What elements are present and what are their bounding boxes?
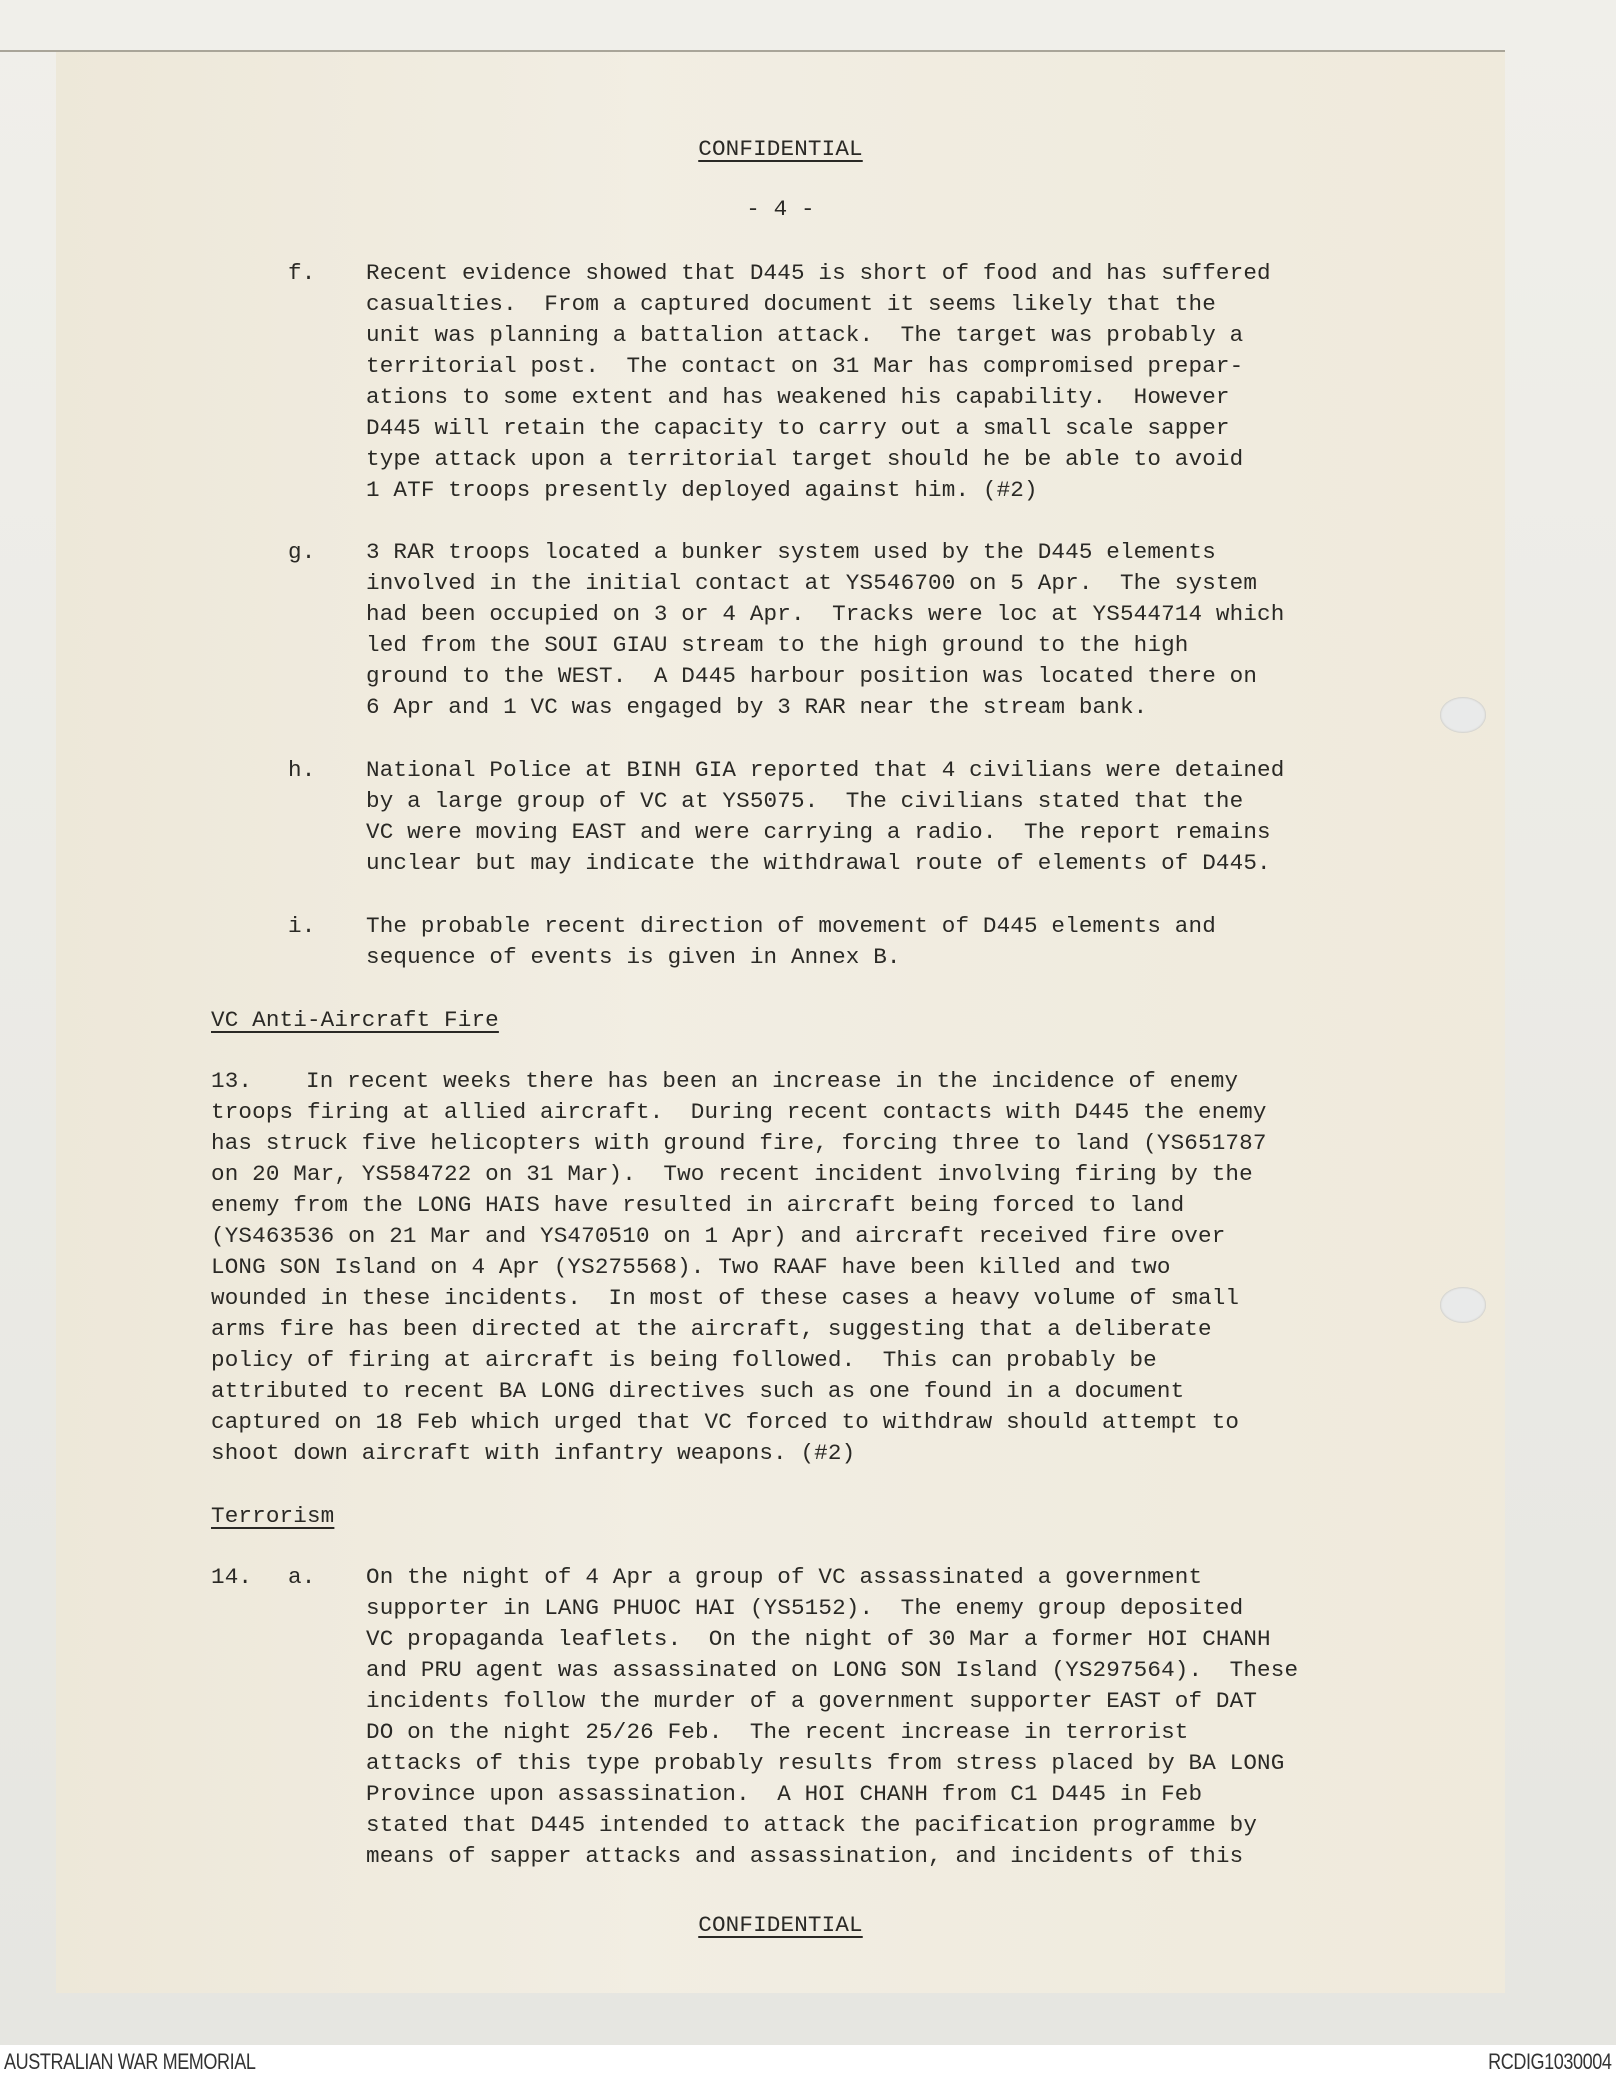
- text-line: 1 ATF troops presently deployed against him. (#2): [366, 477, 1038, 503]
- text-line: VC propaganda leaflets. On the night of 30 Mar a former HOI CHANH: [366, 1626, 1271, 1652]
- text-line: 6 Apr and 1 VC was engaged by 3 RAR near the stream bank.: [366, 694, 1148, 720]
- text-line: supporter in LANG PHUOC HAI (YS5152). The enemy group deposited: [366, 1595, 1244, 1621]
- section-heading-anti-aircraft: VC Anti-Aircraft Fire: [211, 1007, 499, 1033]
- text-line: troops firing at allied aircraft. During recent contacts with D445 the enemy: [211, 1099, 1267, 1125]
- text-line: has struck five helicopters with ground fire, forcing three to land (YS651787: [211, 1130, 1267, 1156]
- text-line: On the night of 4 Apr a group of VC assassinated a government: [366, 1564, 1203, 1590]
- text-line: by a large group of VC at YS5075. The civilians stated that the: [366, 788, 1244, 814]
- text-line: policy of firing at aircraft is being followed. This can probably be: [211, 1347, 1157, 1373]
- document-page: [56, 52, 1505, 1993]
- text-line: unclear but may indicate the withdrawal route of elements of D445.: [366, 850, 1271, 876]
- text-line: unit was planning a battalion attack. The target was probably a: [366, 322, 1244, 348]
- text-line: captured on 18 Feb which urged that VC forced to withdraw should attempt to: [211, 1409, 1240, 1435]
- text-line: had been occupied on 3 or 4 Apr. Tracks were loc at YS544714 which: [366, 601, 1285, 627]
- para-number-13: 13.: [211, 1068, 253, 1094]
- text-line: means of sapper attacks and assassination, and incidents of this: [366, 1843, 1244, 1869]
- text-line: attacks of this type probably results from stress placed by BA LONG: [366, 1750, 1285, 1776]
- text-line: stated that D445 intended to attack the pacification programme by: [366, 1812, 1258, 1838]
- classification-header: CONFIDENTIAL: [698, 136, 863, 162]
- text-line: shoot down aircraft with infantry weapons. (#2): [211, 1440, 856, 1466]
- text-line: led from the SOUI GIAU stream to the high ground to the high: [366, 632, 1189, 658]
- text-line: type attack upon a territorial target should he be able to avoid: [366, 446, 1244, 472]
- text-line: attributed to recent BA LONG directives such as one found in a document: [211, 1378, 1185, 1404]
- page-number: - 4 -: [746, 196, 815, 222]
- text-line: territorial post. The contact on 31 Mar has compromised prepar-: [366, 353, 1244, 379]
- text-line: ground to the WEST. A D445 harbour position was located there on: [366, 663, 1258, 689]
- text-line: enemy from the LONG HAIS have resulted in aircraft being forced to land: [211, 1192, 1185, 1218]
- text-line: arms fire has been directed at the aircraft, suggesting that a deliberate: [211, 1316, 1212, 1342]
- institution-label: AUSTRALIAN WAR MEMORIAL: [4, 2049, 256, 2074]
- text-line: involved in the initial contact at YS546700 on 5 Apr. The system: [366, 570, 1258, 596]
- text-line: In recent weeks there has been an increase in the incidence of enemy: [306, 1068, 1239, 1094]
- text-line: VC were moving EAST and were carrying a radio. The report remains: [366, 819, 1271, 845]
- text-line: casualties. From a captured document it seems likely that the: [366, 291, 1216, 317]
- section-heading-terrorism: Terrorism: [211, 1503, 335, 1529]
- text-line: incidents follow the murder of a government supporter EAST of DAT: [366, 1688, 1258, 1714]
- text-line: National Police at BINH GIA reported that 4 civilians were detained: [366, 757, 1285, 783]
- text-line: wounded in these incidents. In most of these cases a heavy volume of small: [211, 1285, 1240, 1311]
- text-line: LONG SON Island on 4 Apr (YS275568). Two RAAF have been killed and two: [211, 1254, 1171, 1280]
- text-line: and PRU agent was assassinated on LONG SON Island (YS297564). These: [366, 1657, 1299, 1683]
- text-line: (YS463536 on 21 Mar and YS470510 on 1 Apr) and aircraft received fire over: [211, 1223, 1226, 1249]
- classification-footer: CONFIDENTIAL: [698, 1912, 863, 1938]
- document-body: [56, 52, 1505, 1993]
- archive-footer: [0, 2045, 1616, 2082]
- text-line: DO on the night 25/26 Feb. The recent increase in terrorist: [366, 1719, 1189, 1745]
- text-line: on 20 Mar, YS584722 on 31 Mar). Two recent incident involving firing by the: [211, 1161, 1253, 1187]
- text-line: sequence of events is given in Annex B.: [366, 944, 901, 970]
- text-line: D445 will retain the capacity to carry out a small scale sapper: [366, 415, 1230, 441]
- para-label-i: i.: [288, 913, 316, 939]
- para-number-14: 14.: [211, 1564, 253, 1590]
- text-line: The probable recent direction of movement of D445 elements and: [366, 913, 1216, 939]
- para-label-h: h.: [288, 757, 316, 783]
- text-line: Recent evidence showed that D445 is short of food and has suffered: [366, 260, 1271, 286]
- text-line: ations to some extent and has weakened his capability. However: [366, 384, 1230, 410]
- para-label-f: f.: [288, 260, 316, 286]
- text-line: 3 RAR troops located a bunker system used by the D445 elements: [366, 539, 1216, 565]
- text-line: Province upon assassination. A HOI CHANH from C1 D445 in Feb: [366, 1781, 1203, 1807]
- para-label-g: g.: [288, 539, 316, 565]
- record-id: RCDIG1030004: [1488, 2049, 1612, 2074]
- sub-para-label-a: a.: [288, 1564, 316, 1590]
